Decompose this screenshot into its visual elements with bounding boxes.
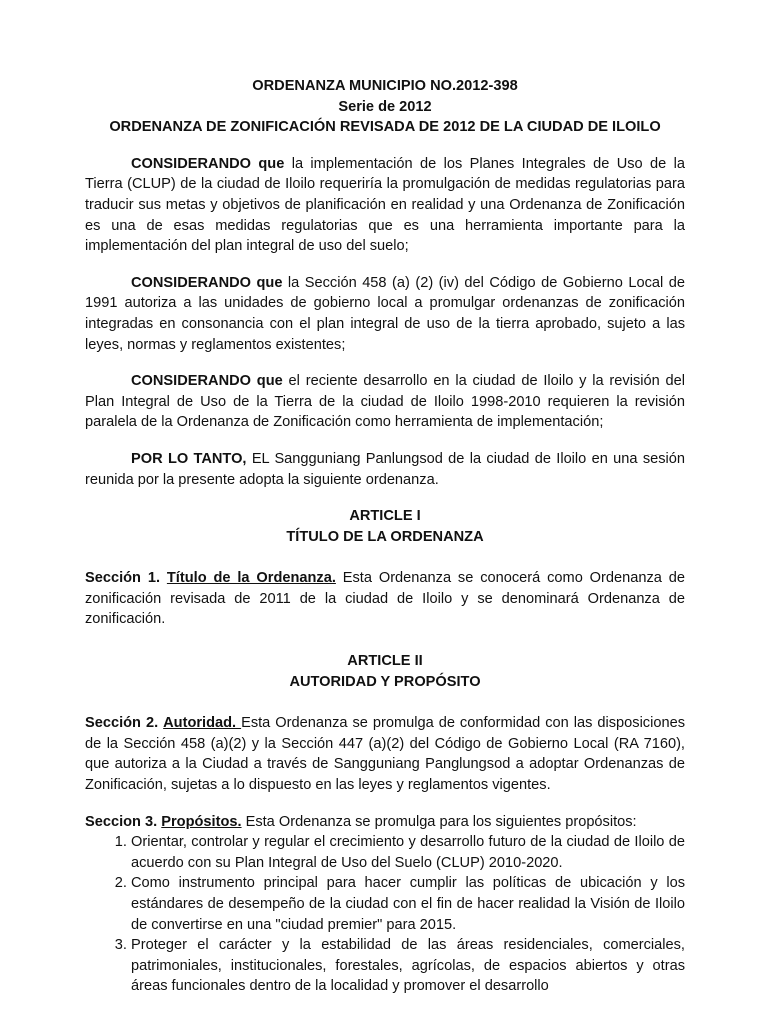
therefore-paragraph: [85, 449, 685, 490]
section-1: [85, 568, 685, 630]
ordinance-number: ORDENANZA MUNICIPIO NO.2012-398: [252, 78, 518, 94]
section-2-text: Esta Ordenanza se promulga de conformidad con las disposiciones de la Sección 458 (a)(2) y la Sección 447 (a)(2) del Código de Gobierno Local (RA 7160), que autoriza a la Ciudad a través de Sangguniang Panglungsod a adoptar Ordenanzas de Zonificación, sujetas a lo dispuesto en las leyes y reglamentos vigentes.: [85, 715, 685, 794]
section-3: [85, 812, 685, 833]
section-2-heading: Autoridad.: [163, 715, 242, 732]
section-1-heading: Título de la Ordenanza.: [166, 570, 336, 587]
whereas-paragraph-3: [85, 371, 685, 433]
whereas-text: el reciente desarrollo en la ciudad de Iloilo y la revisión del Plan Integral de Uso de la Tierra de la ciudad de Iloilo 1998-2010 requieren la revisión paralela de la Ordenanza de Zonificación como herramienta de implementación;: [85, 373, 685, 431]
article-2-number: ARTICLE II: [347, 653, 423, 670]
list-item: 1. Orientar, controlar y regular el crecimiento y desarrollo futuro de la ciudad de Iloilo de acuerdo con su Plan Integral de Uso del Suelo (CLUP) 2010-2020.: [131, 832, 685, 873]
section-1-label: Sección 1.: [85, 570, 161, 587]
ordinance-series: Serie de 2012: [338, 98, 432, 115]
section-3-heading: Propósitos.: [161, 813, 242, 830]
article-1-title: TÍTULO DE LA ORDENANZA: [286, 528, 484, 545]
whereas-lead: CONSIDERANDO que: [131, 373, 283, 390]
ordinance-title: ORDENANZA DE ZONIFICACIÓN REVISADA DE 2012 DE LA CIUDAD DE ILOILO: [109, 119, 661, 136]
whereas-paragraph-1: [85, 154, 685, 257]
therefore-text: EL Sangguniang Panlungsod de la ciudad de Iloilo en una sesión reunida por la presente adopta la siguiente ordenanza.: [85, 450, 685, 488]
section-2: [85, 713, 685, 795]
section-3-text: Esta Ordenanza se promulga para los siguientes propósitos:: [241, 813, 637, 830]
whereas-text: la implementación de los Planes Integrales de Uso de la Tierra (CLUP) de la ciudad de Iloilo requeriría la promulgación de medidas regulatorias para traducir sus metas y objetivos de planificación en realidad y una Ordenanza de Zonificación es una de esas medidas regulatorias que es una herramienta importante para la implementación del plan integral de uso del suelo;: [85, 155, 685, 255]
section-1-text: Esta Ordenanza se conocerá como Ordenanza de zonificación revisada de 2011 de la ciudad de Iloilo y se denominará Ordenanza de zonificación.: [85, 570, 685, 628]
list-item: 2. Como instrumento principal para hacer cumplir las políticas de ubicación y los estándares de desempeño de la ciudad con el fin de hacer realidad la Visión de Iloilo de convertirse en una "ciudad premier" para 2015.: [131, 873, 685, 935]
article-2-title: AUTORIDAD Y PROPÓSITO: [289, 673, 481, 690]
section-2-label: Sección 2.: [85, 715, 159, 732]
whereas-lead: CONSIDERANDO que: [131, 155, 285, 172]
therefore-lead: POR LO TANTO,: [131, 450, 247, 467]
article-1-number: ARTICLE I: [349, 508, 421, 525]
list-item: 3. Proteger el carácter y la estabilidad de las áreas residenciales, comerciales, patrimoniales, institucionales, forestales, agrícolas, de espacios abiertos y otras áreas funcionales dentro de la localidad y promover el desarrollo: [131, 935, 685, 997]
whereas-paragraph-2: [85, 273, 685, 355]
document-body: [85, 76, 685, 997]
whereas-text: la Sección 458 (a) (2) (iv) del Código de Gobierno Local de 1991 autoriza a las unidades de gobierno local a promulgar ordenanzas de zonificación integradas en consonancia con el plan integral de uso de la tierra aprobado, sujeto a las leyes, normas y reglamentos existentes;: [85, 274, 685, 353]
whereas-lead: CONSIDERANDO que: [131, 274, 283, 291]
section-3-label: Seccion 3.: [85, 813, 158, 830]
purposes-list: [85, 832, 685, 997]
